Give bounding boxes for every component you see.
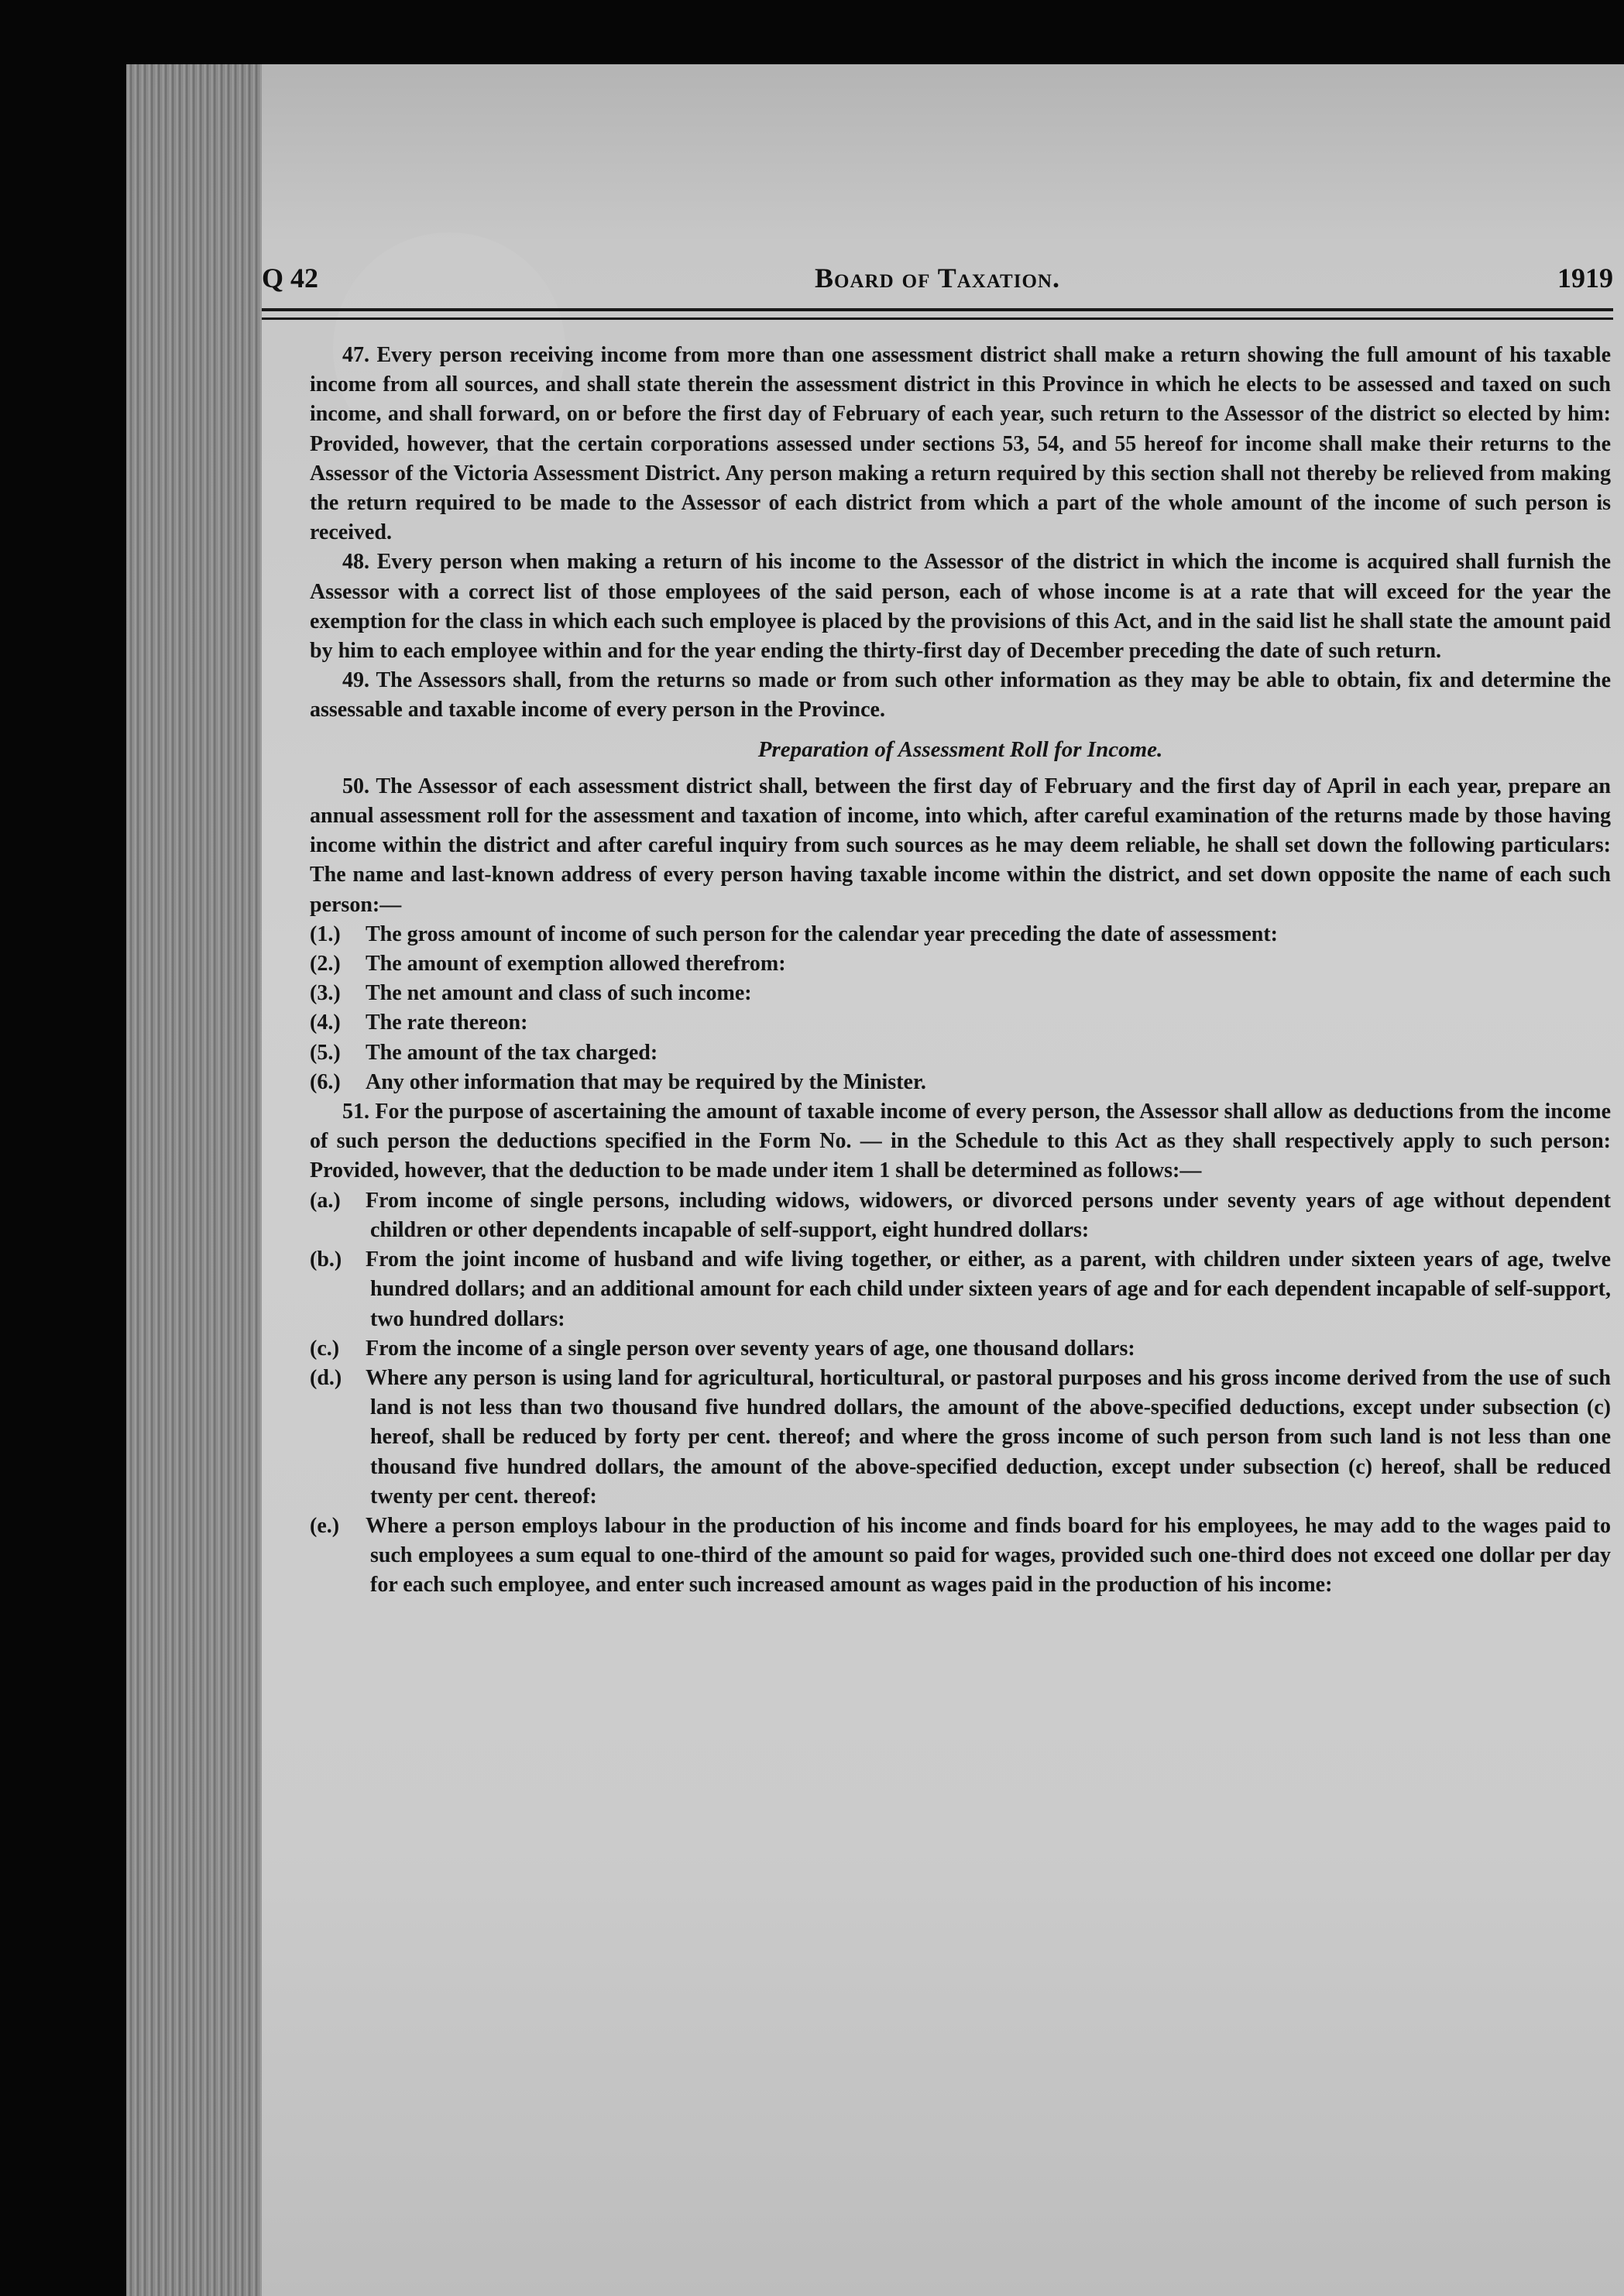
item-text: From the joint income of husband and wife living together, or either, as a parent, with children under sixteen years of age, twelve hundred dollars; and an additional amount for each child under sixteen years of age and for each dependent incapable of self-support, two hundred dollars: <box>366 1248 1611 1331</box>
item-text: Any other information that may be required by the Minister. <box>366 1069 926 1094</box>
item-text: Where a person employs labour in the production of his income and finds board for his employees, he may add to the wages paid to such employees a sum equal to one-third of the amount so paid for wages, provided such one-third does not exceed one dollar per day for each such employee, and enter such increased amount as wages paid in the production of his income: <box>366 1513 1611 1598</box>
item-number: (4.) <box>310 1011 341 1035</box>
item-letter: (c.) <box>310 1336 340 1361</box>
header-rule-bottom <box>262 317 1613 320</box>
item-number: (3.) <box>310 981 341 1006</box>
item-text: The amount of the tax charged: <box>366 1040 658 1065</box>
list-item <box>310 1186 1611 1245</box>
list-item <box>310 1245 1611 1334</box>
item-letter: (d.) <box>310 1365 342 1390</box>
list-item <box>310 1334 1611 1364</box>
item-number: (5.) <box>310 1040 341 1065</box>
running-header <box>262 0 1613 317</box>
section-47: 47. Every person receiving income from more than one assessment district shall make a return showing the full amount of his taxable income from all sources, and shall state therein the assessment district in this Province in which he elects to be assessed and taxed on such income, and shall forward, on or before the first day of February of each year, such return to the Assessor of the district so elected by him: Provided, however, that the certain corporations assessed under sections 53, 54, and 55 hereof for income shall make their returns to the Assessor of the Victoria Assessment District. Any person making a return required by this section shall not thereby be relieved from making the return required to be made to the Assessor of each district from which a part of the whole amount of the income of such person is received. <box>310 343 1611 545</box>
running-title: Board of Taxation. <box>815 263 1060 293</box>
item-letter: (e.) <box>310 1513 340 1538</box>
list-item <box>310 949 1611 979</box>
item-letter: (b.) <box>310 1248 342 1272</box>
item-number: (2.) <box>310 952 341 976</box>
list-item <box>310 1512 1611 1601</box>
item-text: The amount of exemption allowed therefrom: <box>366 952 786 976</box>
item-text: The gross amount of income of such person for the calendar year preceding the date of assessment: <box>366 921 1279 946</box>
item-number: (6.) <box>310 1069 341 1094</box>
section-50: 50. The Assessor of each assessment district shall, between the first day of February and the first day of April in each year, prepare an annual assessment roll for the assessment and taxation of income, into which, after careful examination of the returns made by those having income within the district and after careful inquiry from such sources as he may deem reliable, he shall set down the following particulars: The name and last-known address of every person having taxable income within the district, and set down opposite the name of each such person:— <box>310 774 1611 917</box>
list-item <box>310 979 1611 1008</box>
section-51-list <box>310 1186 1611 1601</box>
section-50-list <box>310 920 1611 1097</box>
item-text: From income of single persons, including widows, widowers, or divorced persons under seventy years of age without dependent children or other dependents incapable of self-support, eight hundred dollars: <box>366 1188 1611 1242</box>
section-48: 48. Every person when making a return of his income to the Assessor of the district in which the income is acquired shall furnish the Assessor with a correct list of those employees of the said person, each of whose income is at a rate that will exceed for the year the exemption for the class in which each such employee is placed by the provisions of this Act, and in the said list he shall state the amount paid by him to each employee within and for the year ending the thirty-first day of December preceding the date of such return. <box>310 550 1611 664</box>
statute-text <box>310 341 1611 1601</box>
section-49: 49. The Assessors shall, from the returns so made or from such other information as they may be able to obtain, fix and determine the assessable and taxable income of every person in the Province. <box>310 668 1611 722</box>
list-item <box>310 1038 1611 1068</box>
list-item <box>310 1008 1611 1038</box>
header-rule-top <box>262 308 1613 311</box>
page-edge-shadow <box>126 64 262 2296</box>
item-text: The net amount and class of such income: <box>366 981 752 1006</box>
year: 1919 <box>1557 263 1613 293</box>
list-item <box>310 920 1611 949</box>
section-heading: Preparation of Assessment Roll for Income. <box>757 736 1163 762</box>
item-text: From the income of a single person over seventy years of age, one thousand dollars: <box>366 1336 1135 1361</box>
item-text: The rate thereon: <box>366 1011 528 1035</box>
item-letter: (a.) <box>310 1188 341 1213</box>
page-reference: Q 42 <box>262 263 319 293</box>
section-51: 51. For the purpose of ascertaining the amount of taxable income of every person, the Assessor shall allow as deductions from the income of such person the deductions specified in the Form No. — in the Schedule to this Act as they shall respectively apply to such person: Provided, however, that the deduction to be made under item 1 shall be determined as follows:— <box>310 1100 1611 1183</box>
item-text: Where any person is using land for agricultural, horticultural, or pastoral purposes and his gross income derived from the use of such land is not less than two thousand five hundred dollars, the amount of the above-specified deductions, except under subsection (c) hereof, shall be reduced by forty per cent. thereof; and where the gross income of such person from such land is not less than one thousand five hundred dollars, the amount of the above-specified deduction, except under subsection (c) hereof, shall be reduced twenty per cent. thereof: <box>366 1365 1611 1508</box>
list-item <box>310 1364 1611 1512</box>
list-item <box>310 1068 1611 1097</box>
item-number: (1.) <box>310 921 341 946</box>
